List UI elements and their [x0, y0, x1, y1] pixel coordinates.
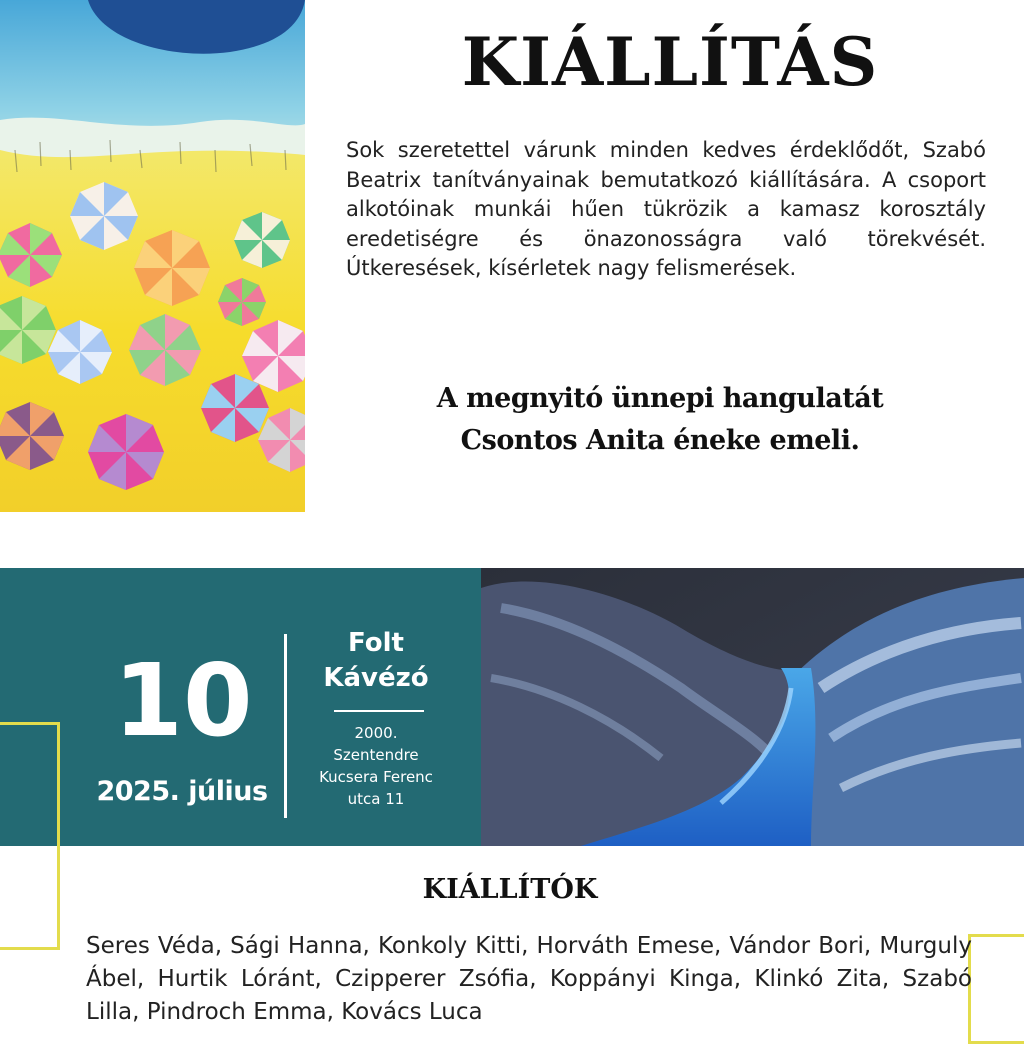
artwork-waves-image — [481, 568, 1024, 846]
artwork-umbrellas-image — [0, 0, 305, 512]
intro-paragraph: Sok szeretettel várunk minden kedves érdeklődőt, Szabó Beatrix tanítványainak bemutatkozó kiállítására. A csoport alkotóinak munkái hűen tükrözik a kamasz korosztály eredetiségre és önazonosságra való törekvését. Útkeresések, kísérletek nagy felismerések. — [346, 138, 986, 280]
event-day: 10 — [113, 642, 253, 759]
band-divider — [284, 634, 287, 818]
venue-address — [306, 722, 446, 810]
address-line3: Kucsera Ferenc — [319, 768, 433, 786]
venue-underline — [334, 710, 424, 712]
opening-note-line2: Csontos Anita éneke emeli. — [460, 425, 860, 456]
decorative-frame-right — [968, 934, 1024, 1044]
venue-name-line2: Kávézó — [323, 663, 429, 693]
venue-name-line1: Folt — [348, 628, 404, 658]
address-line2: Szentendre — [333, 746, 419, 764]
page-title: KIÁLLÍTÁS — [461, 23, 879, 101]
opening-note-line1: A megnyitó ünnepi hangulatát — [436, 383, 884, 414]
opening-note — [380, 378, 940, 462]
exhibitors-title: KIÁLLÍTÓK — [422, 874, 598, 905]
venue-name — [306, 626, 446, 696]
exhibitors-list: Seres Véda, Sági Hanna, Konkoly Kitti, Horváth Emese, Vándor Bori, Murguly Ábel, Hurtik Lóránt, Czipperer Zsófia, Koppányi Kinga, Klinkó Zita, Szabó Lilla, Pindroch Emma, Kovács Luca — [86, 933, 972, 1025]
event-month-year: 2025. július — [96, 776, 268, 807]
decorative-frame-left — [0, 722, 60, 950]
address-line1: 2000. — [354, 724, 398, 742]
address-line4: utca 11 — [347, 790, 405, 808]
